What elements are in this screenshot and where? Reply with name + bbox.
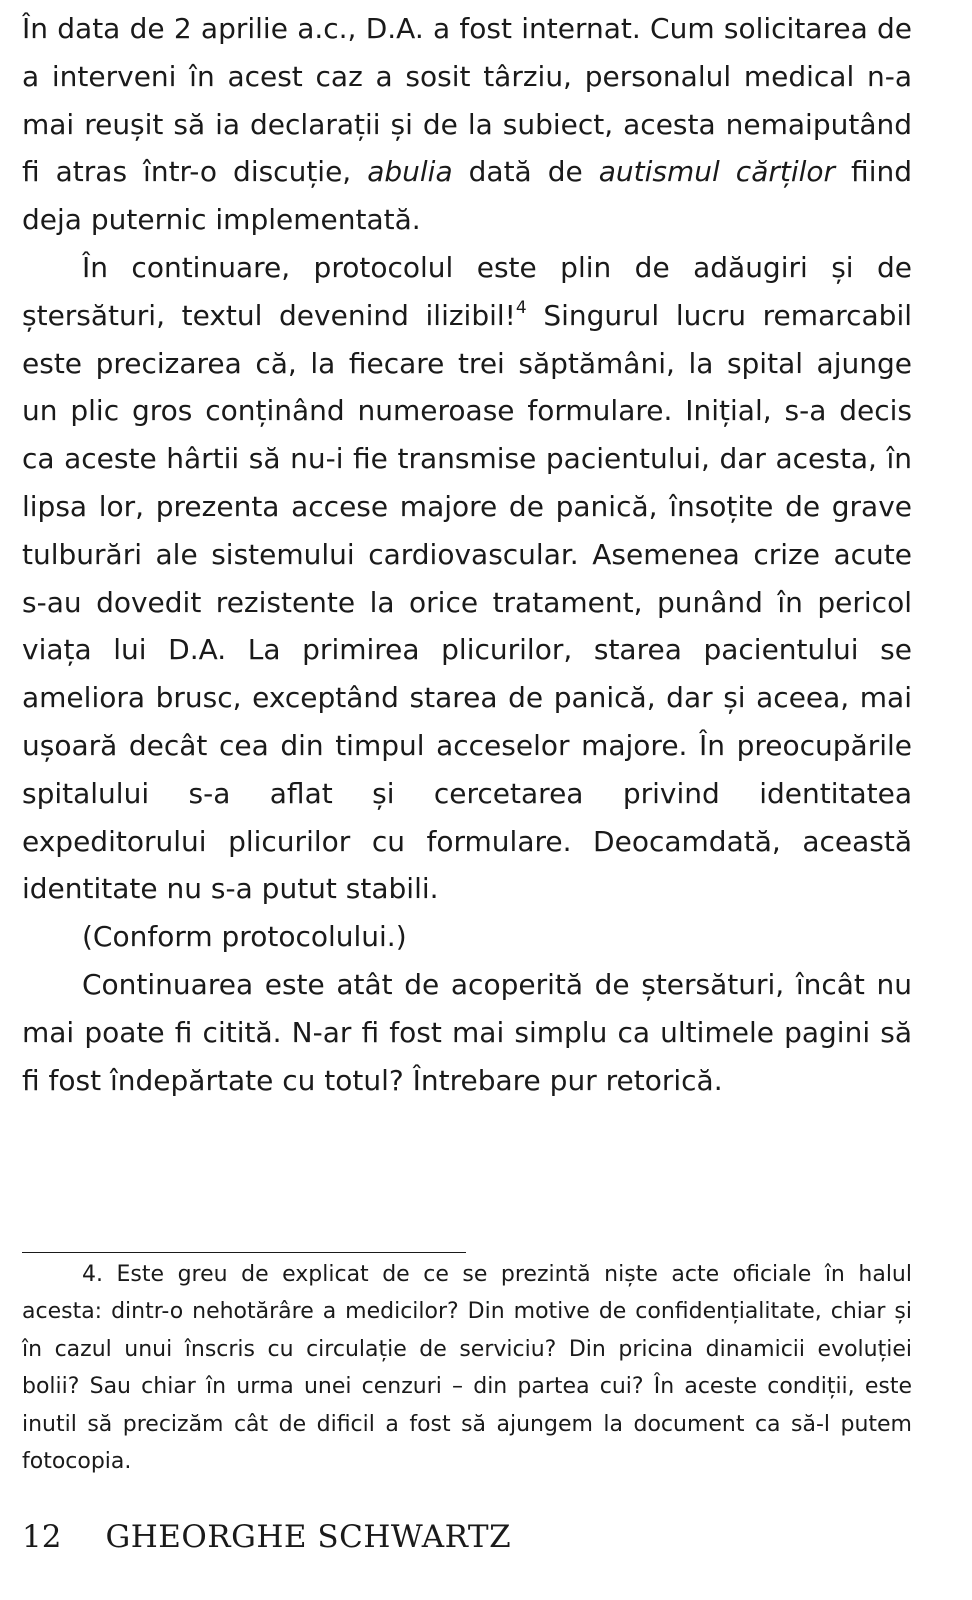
paragraph-2-text-b: Singurul lucru remarcabil este precizarea că, la fiecare trei săptămâni, la spital ajunge un plic gros conținând numeroase formulare. Inițial, s-a decis ca aceste hârtii să nu-i fie transmise pacientului, dar acesta, în lipsa lor, prezenta accese majore de panică, însoțite de grave tulburări ale sistemului cardiovascular. Asemenea crize acute s-au dovedit rezistente la orice tratament, punând în pericol viața lui D.A. La primirea plicurilor, starea pacientului se ameliora brusc, exceptând starea de panică, dar și aceea, mai ușoară decât cea din timpul acceselor majore. În preocupările spitalului s-a aflat și cercetarea privind identitatea expeditorului plicurilor cu formulare. Deocamdată, această identitate nu s-a putut stabili. [22,298,913,906]
paragraph-1-text-c: fiind deja puternic implementată. [22,155,912,237]
paragraph-2-text-a: În continuare, protocolul este plin de adăugiri și de ștersături, textul devenind ilizibil! [22,250,912,332]
page-footer [22,1513,511,1561]
italic-term-abulia: abulia [367,155,453,189]
paragraph-4: Continuarea este atât de acoperită de ștersături, încât nu mai poate fi citită. N-ar fi fost mai simplu ca ultimele pagini să fi fost îndepărtate cu totul? Întrebare pur retorică. [22,967,912,1097]
footnote-reference: 4 [515,297,527,318]
paragraph-2 [22,244,912,913]
main-text [22,5,912,1104]
page-number: 12 [22,1519,62,1555]
footnote-text: Este greu de explicat de ce se prezintă niște acte oficiale în halul acesta: dintr-o nehotărâre a medicilor? Din motive de confidențialitate, chiar și în cazul unui înscris cu circulație de serviciu? Din pricina dinamicii evoluției bolii? Sau chiar în urma unei cenzuri – din partea cui? În aceste condiții, este inutil să precizăm cât de dificil a fost să ajungem la document ca să-l putem fotocopia. [22,1262,912,1475]
footnote [22,1256,912,1480]
paragraph-1-text-a: În data de 2 aprilie a.c., D.A. a fost internat. Cum solicitarea de a interveni în acest caz a sosit târziu, personalul medical n-a mai reușit să ia declarații și de la subiect, acesta nemaiputând fi atras într-o discuție, [22,12,912,189]
paragraph-1-text-b: dată de [452,155,599,189]
footnote-divider [22,1252,466,1253]
italic-term-autismul-cartilor: autismul cărților [598,155,836,189]
footnote-number: 4. [82,1262,103,1287]
paragraph-3: (Conform protocolului.) [82,920,407,954]
paragraph-1 [22,5,912,244]
running-head-author: GHEORGHE SCHWARTZ [105,1519,512,1555]
